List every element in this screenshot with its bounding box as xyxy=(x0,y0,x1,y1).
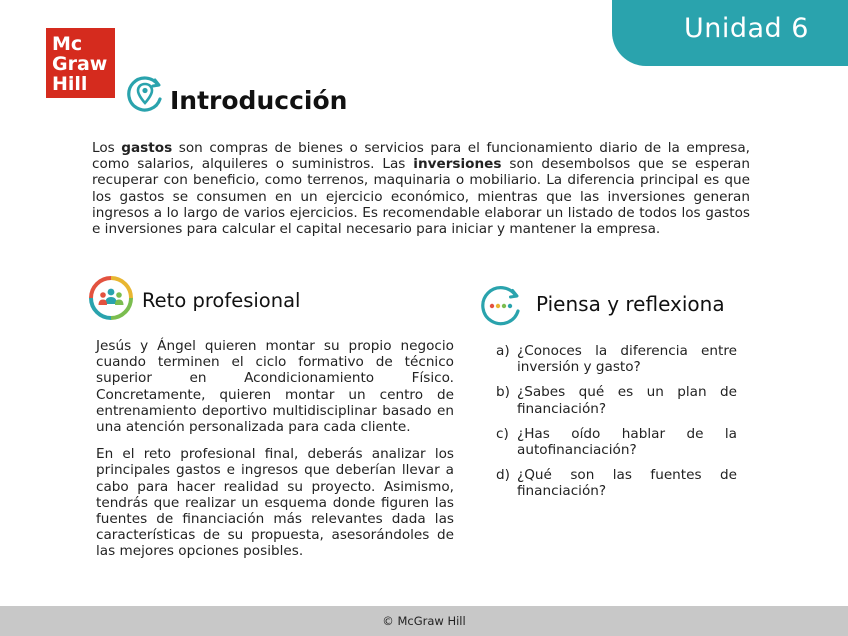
team-people-icon xyxy=(88,275,134,321)
reto-paragraph: Jesús y Ángel quieren montar su propio negocio cuando terminen el ciclo formativo de técnico superior en Acondicionamiento Físico. Concretamente, quieren montar un centro de entrenamiento deportivo multidisciplinar basado en una atención personalizada para cada cliente. xyxy=(96,338,454,436)
dots-refresh-icon xyxy=(478,283,524,329)
unit-label: Unidad 6 xyxy=(684,13,809,44)
list-item xyxy=(496,467,737,499)
bold-inversiones: inversiones xyxy=(413,156,502,173)
bold-gastos: gastos xyxy=(121,140,173,156)
questions-list xyxy=(496,343,737,509)
footer-bar xyxy=(0,606,848,636)
question-letter: b) xyxy=(496,384,510,401)
question-text: ¿Qué son las fuentes de financiación? xyxy=(517,467,737,500)
location-pin-refresh-icon xyxy=(124,73,166,115)
list-item xyxy=(496,426,737,458)
question-letter: c) xyxy=(496,425,509,442)
question-letter: a) xyxy=(496,343,510,359)
question-text: ¿Sabes qué es un plan de financiación? xyxy=(517,384,737,417)
piensa-title: Piensa y reflexiona xyxy=(536,292,725,316)
list-item xyxy=(496,384,737,416)
question-text: ¿Has oído hablar de la autofinanciación? xyxy=(517,425,737,459)
intro-paragraph: Los gastos son compras de bienes o servicios para el funcionamiento diario de la empresa, como salarios, alquileres o suministros. Las inversiones son desembolsos que se esperan recuperar con beneficio, como terrenos, maquinaria o mobiliario. La diferencia principal es que los gastos se consumen en un ejercicio económico, mientras que las inversiones generan ingresos a lo largo de varios ejercicios. Es recomendable elaborar un listado de todos los gastos e inversiones para calcular el capital necesario para iniciar y mantener la empresa. xyxy=(92,140,750,238)
footer-copyright: © McGraw Hill xyxy=(382,614,466,628)
question-letter: d) xyxy=(496,467,510,484)
question-text: ¿Conoces la diferencia entre inversión y gasto? xyxy=(517,343,737,376)
mcgraw-hill-logo xyxy=(46,28,115,98)
intro-title: Introducción xyxy=(170,86,348,115)
reto-paragraph: En el reto profesional final, deberás analizar los principales gastos e ingresos que deberían llevar a cabo para hacer realidad su proyecto. Asimismo, tendrás que realizar un esquema donde figuren las fuentes de financiación más relevantes dada las características de su propuesta, asesorándoles de las mejores opciones posibles. xyxy=(96,446,454,560)
reto-body xyxy=(96,338,454,571)
logo-line-1: Mc xyxy=(52,33,83,55)
list-item xyxy=(496,343,737,375)
logo-line-3: Hill xyxy=(52,73,88,95)
logo-line-2: Graw xyxy=(52,53,108,75)
reto-title: Reto profesional xyxy=(142,289,301,312)
